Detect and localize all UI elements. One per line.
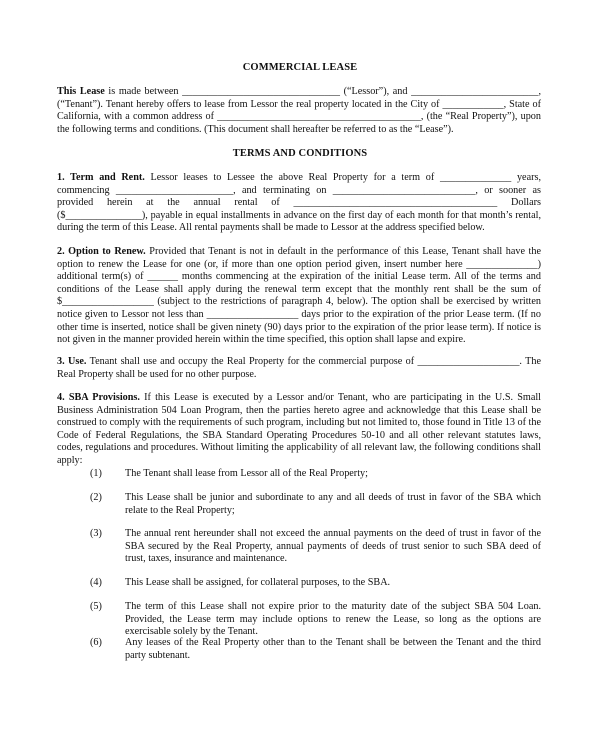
item-text: The term of this Lease shall not expire prior to the maturity date of the subject SBA 504 Loan. Provided, the Lease term may include options to renew the Lease, so long as the options are exercisable solely by the Tenant.	[125, 601, 541, 638]
section-term-rent	[57, 172, 541, 235]
section-lead: 2. Option to Renew.	[57, 246, 146, 257]
section-text: Provided that Tenant is not in default in the performance of this Lease, Tenant shall have the option to renew the Lease for one (or, if more than one option period given, insert number here ______________) additional term(s) of ______ months commencing at the expiration of the initial Lease term. All of the terms and conditions of the Lease shall apply during the renewal term except that the monthly rent shall be the sum of $__________________ (subject to the restrictions of paragraph 4, below). The option shall be exercised by written notice given to Lessor not less than __________________ days prior to the expiration of the prior Lease term. (If no other time is inserted, notice shall be given ninety (90) days prior to the expiration of the prior lease term). If notice is not given in the manner provided herein within the time specified, this option shall lapse and expire.	[57, 246, 542, 346]
item-number: (6)	[90, 637, 102, 648]
section-lead: 1. Term and Rent.	[57, 172, 145, 183]
item-text: This Lease shall be junior and subordinate to any and all deeds of trust in favor of the SBA which relate to the Real Property;	[125, 492, 541, 516]
section-text: If this Lease is executed by a Lessor and/or Tenant, who are participating in the U.S. Small Business Administration 504 Loan Program, then the parties hereto agree and acknowledge that this Lease shall be construed to comply with the requirements of such program, including but not limited to, those found in Title 13 of the Code of Federal Regulations, the SBA Standard Operating Procedures 50-10 and all other relevant statutes laws, codes, regulations and procedures. Without limiting the applicability of all relevant law, the following conditions shall apply:	[57, 392, 541, 466]
item-text: The annual rent hereunder shall not exceed the annual payments on the deed of trust in favor of the SBA secured by the Real Property, annual payments of deeds of trust senior to such SBA deed of trust, taxes, insurance and maintenance.	[125, 528, 541, 565]
item-number: (1)	[90, 468, 102, 479]
item-number: (2)	[90, 492, 102, 503]
intro-paragraph	[57, 86, 541, 136]
item-text: The Tenant shall lease from Lessor all of the Real Property;	[125, 468, 368, 479]
intro-lead: This Lease	[57, 86, 105, 97]
section-text: Tenant shall use and occupy the Real Property for the commercial purpose of ____________________. The Real Property shall be used for no other purpose.	[57, 356, 541, 380]
section-sba-provisions	[57, 392, 541, 468]
item-text: Any leases of the Real Property other than to the Tenant shall be between the Tenant and the third party subtenant.	[125, 637, 541, 661]
section-option-renew	[57, 246, 541, 347]
section-use	[57, 356, 541, 381]
item-number: (4)	[90, 577, 102, 588]
intro-text: is made between _______________________________ (“Lessor”), and _________________________, (“Tenant”). Tenant hereby offers to lease from Lessor the real property located in the City of ____________, State of California, with a common address of ________________________________________, (the “Real Property”), upon the following terms and conditions. (This document shall hereafter be referred to as the “Lease”).	[57, 86, 541, 135]
item-text: This Lease shall be assigned, for collateral purposes, to the SBA.	[125, 577, 391, 588]
section-lead: 4. SBA Provisions.	[57, 392, 140, 403]
section-lead: 3. Use.	[57, 356, 87, 367]
section-text: Lessor leases to Lessee the above Real Property for a term of ______________ years, commencing _______________________, and terminating on ____________________________, or sooner as provided herein at the annual rental of ________________________________________ Dollars ($_______________), payable in equal installments in advance on the first day of each month for that month’s rental, during the term of this Lease. All rental payments shall be made to Lessor at the address specified below.	[57, 172, 541, 234]
item-number: (3)	[90, 528, 102, 539]
document-title: COMMERCIAL LEASE	[242, 62, 358, 73]
section-heading: TERMS AND CONDITIONS	[232, 148, 368, 159]
item-number: (5)	[90, 601, 102, 612]
